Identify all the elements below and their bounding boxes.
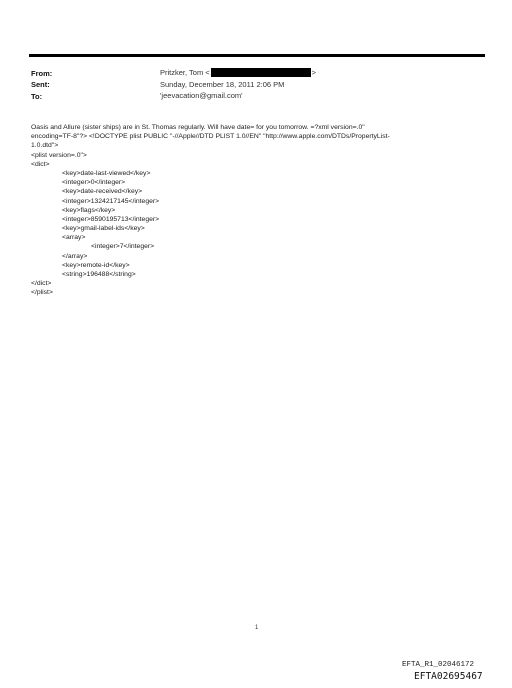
page-number: 1 (255, 625, 259, 631)
from-suffix: > (311, 68, 317, 77)
header-rule (29, 54, 485, 57)
footer-id-primary: EFTA_R1_02046172 (402, 661, 475, 669)
from-label: From: (31, 69, 53, 78)
body-line: <integer>8590195713</integer> (62, 215, 160, 223)
sent-value: Sunday, December 18, 2011 2:06 PM (160, 80, 285, 89)
body-line: </plist> (31, 289, 53, 297)
from-name: Pritzker, Tom < (160, 68, 210, 77)
body-line: <array> (62, 234, 86, 242)
redaction-box (211, 68, 311, 77)
body-line: </dict> (31, 280, 52, 288)
to-label: To: (31, 92, 43, 101)
body-line: <integer>1324217145</integer> (62, 197, 160, 205)
sent-label: Sent: (31, 80, 50, 89)
body-line: <dict> (31, 160, 50, 168)
body-line: encoding=TF-8"?> <!DOCTYPE plist PUBLIC "-//Apple//DTD PLIST 1.0//EN" "http://www.apple.com/DTDs/PropertyList- (31, 133, 390, 141)
body-line: <key>date-received</key> (62, 188, 143, 196)
body-line: Oasis and Allure (sister ships) are in St. Thomas regularly. Will have date= for you tomorrow. =?xml version=.0" (31, 124, 365, 131)
from-value (160, 68, 316, 77)
email-body (31, 123, 486, 298)
body-line: 1.0.dtd"> (31, 142, 59, 150)
body-line: <plist version=.0"> (31, 151, 87, 159)
body-line: <key>remote-id</key> (62, 261, 130, 269)
to-value: 'jeevacation@gmail.com' (160, 91, 243, 100)
body-line: <key>gmail-label-ids</key> (62, 225, 145, 233)
body-line: <integer>0</integer> (62, 179, 126, 187)
footer-id-secondary: EFTA02695467 (414, 671, 483, 682)
body-line: <key>flags</key> (62, 206, 116, 214)
body-line: <key>date-last-viewed</key> (62, 169, 151, 177)
body-line: <string>196488</string> (62, 271, 136, 278)
body-line: </array> (62, 252, 88, 260)
body-line: <integer>7</integer> (91, 243, 155, 251)
